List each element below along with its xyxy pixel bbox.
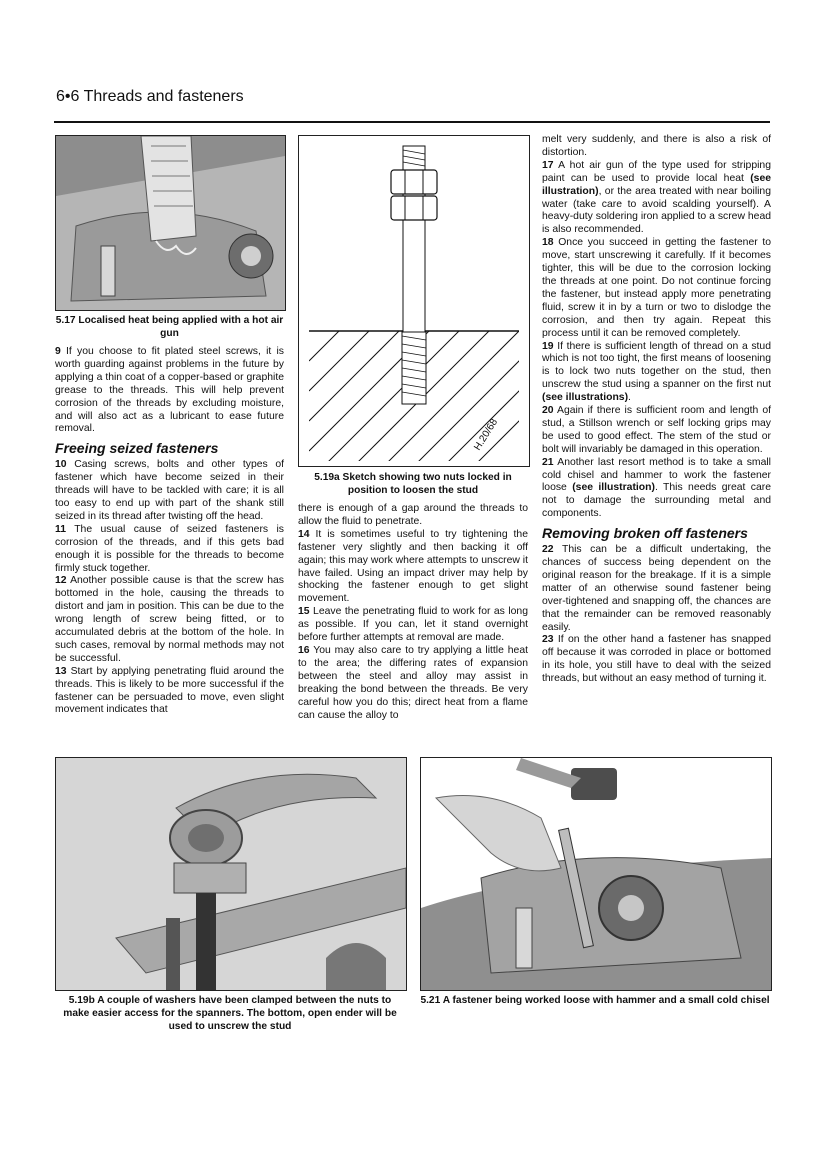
photo-washers-spanners — [55, 757, 407, 991]
header-rule — [54, 121, 770, 123]
paragraph-13: 13 Start by applying penetrating fluid around the threads. This is likely to be more successful if the fastener can be persuaded to move, even slight movement indicates that — [55, 665, 284, 716]
paragraph-22: 22 This can be a difficult undertaking, the chances of success being dependent on the original reason for the breakage. If it is a simple matter of an otherwise sound fastener being over-tightened and snapping off, the chances are that the remainder can be removed reasonably easily. — [542, 544, 771, 633]
caption-5-19b: 5.19b A couple of washers have been clamped between the nuts to make easier access for the spanners. The bottom, open ender will be used to unscrew the stud — [63, 995, 397, 1032]
photo-hammer-chisel — [420, 757, 772, 991]
paragraph-16: 16 You may also care to try applying a little heat to the area; the differing rates of expansion between the steel and alloy may assist in breaking the bond between the threads. Be very careful how you do this; direct heat from a flame can cause the alloy to — [298, 644, 528, 721]
hammer-chisel-illustration — [421, 758, 771, 990]
photo-hot-air-gun — [55, 135, 286, 311]
paragraph-18: 18 Once you succeed in getting the fastener to move, start unscrewing it carefully. If it becomes tighter, this will be due to the corrosion locking the threads at one point. Do not continue forcing the fastener, but instead apply more penetrating fluid, screw it in by a turn or two to dislodge the corrosion, and then try again. Repeat this process until it can be removed completely. — [542, 237, 772, 339]
heading-freeing-seized: Freeing seized fasteners — [55, 440, 219, 457]
column-3 — [542, 134, 771, 686]
paragraph-17: 17 A hot air gun of the type used for stripping paint can be used to provide local heat (see illustration), or the area treated with near boiling water (take care to avoid scalding yourself). A heavy-duty soldering iron applied to a screw head is also recommended. — [542, 159, 771, 236]
paragraph-19: 19 If there is sufficient length of thread on a stud which is not too tight, the first means of loosening is to lock two nuts together on the stud, then unscrew the stud using a spanner on the first nut (see illustrations). — [542, 340, 771, 404]
chapter-title: Threads and fasteners — [83, 88, 244, 105]
paragraph-14: 14 It is sometimes useful to try tightening the fastener very slightly and then backing it off again; this may work where attempts to unscrew it have failed. Using an impact driver may help by shocking the fastener enough to get slight movement. — [298, 528, 528, 605]
sketch-two-nuts — [298, 135, 530, 467]
column-1 — [55, 346, 284, 717]
page-number: 6•6 — [56, 88, 80, 105]
hot-air-gun-illustration — [56, 136, 285, 310]
paragraph-21: 21 Another last resort method is to take a small cold chisel and hammer to work the fastener loose (see illustration). This needs great care not to damage the surrounding metal and components. — [542, 456, 771, 520]
paragraph-10: 10 Casing screws, bolts and other types of fastener which have become seized in their threads will have to be tackled with care; it is all too easy to end up with part of the shank still seized in its thread after twisting off the head. — [55, 459, 284, 522]
paragraph-9: 9 If you choose to fit plated steel screws, it is worth guarding against problems in the future by applying a thin coat of a copper-based or graphite grease to the threads. This will help prevent corrosion of the threads by excluding moisture, and will also act as a lubricant to ease future removal. — [55, 346, 285, 435]
page-header — [56, 88, 244, 106]
sketch-code: H.20/68 — [472, 417, 501, 453]
stud-nuts-sketch — [299, 136, 529, 466]
spanners-illustration — [56, 758, 406, 990]
caption-5-19a: 5.19a Sketch showing two nuts locked in position to loosen the stud — [314, 472, 512, 496]
paragraph-11: 11 The usual cause of seized fasteners is corrosion of the threads, and if this gets bad enough it is possible for the threads to become firmly stuck together. — [55, 523, 284, 574]
paragraph-12: 12 Another possible cause is that the screw has bottomed in the hole, causing the threads to distort and jam in position. This can be due to the wrong length of screw being fitted, or to accumulated debris at the bottom of the hole. In such cases, removal by normal methods may not be successful. — [55, 575, 284, 664]
heading-removing-broken: Removing broken off fasteners — [542, 525, 748, 542]
paragraph-16-cont: melt very suddenly, and there is also a risk of distortion. — [542, 134, 771, 158]
column-2 — [298, 503, 528, 722]
paragraph-23: 23 If on the other hand a fastener has snapped off because it was corroded in place or bottomed in its hole, you still have to deal with the seized threads, but without an easy method of turning it. — [542, 634, 771, 685]
caption-5-17: 5.17 Localised heat being applied with a hot air gun — [55, 315, 284, 339]
paragraph-20: 20 Again if there is sufficient room and length of stud, a Stillson wrench or self locking grips may be used to good effect. The stem of the stud or bolt will invariably be damaged in this operation. — [542, 405, 771, 455]
paragraph-15: 15 Leave the penetrating fluid to work for as long as possible. If you can, let it stand overnight before further attempts at removal are made. — [298, 606, 528, 644]
paragraph-13-cont: there is enough of a gap around the threads to allow the fluid to penetrate. — [298, 503, 528, 527]
caption-5-21: 5.21 A fastener being worked loose with hammer and a small cold chisel — [420, 995, 770, 1006]
